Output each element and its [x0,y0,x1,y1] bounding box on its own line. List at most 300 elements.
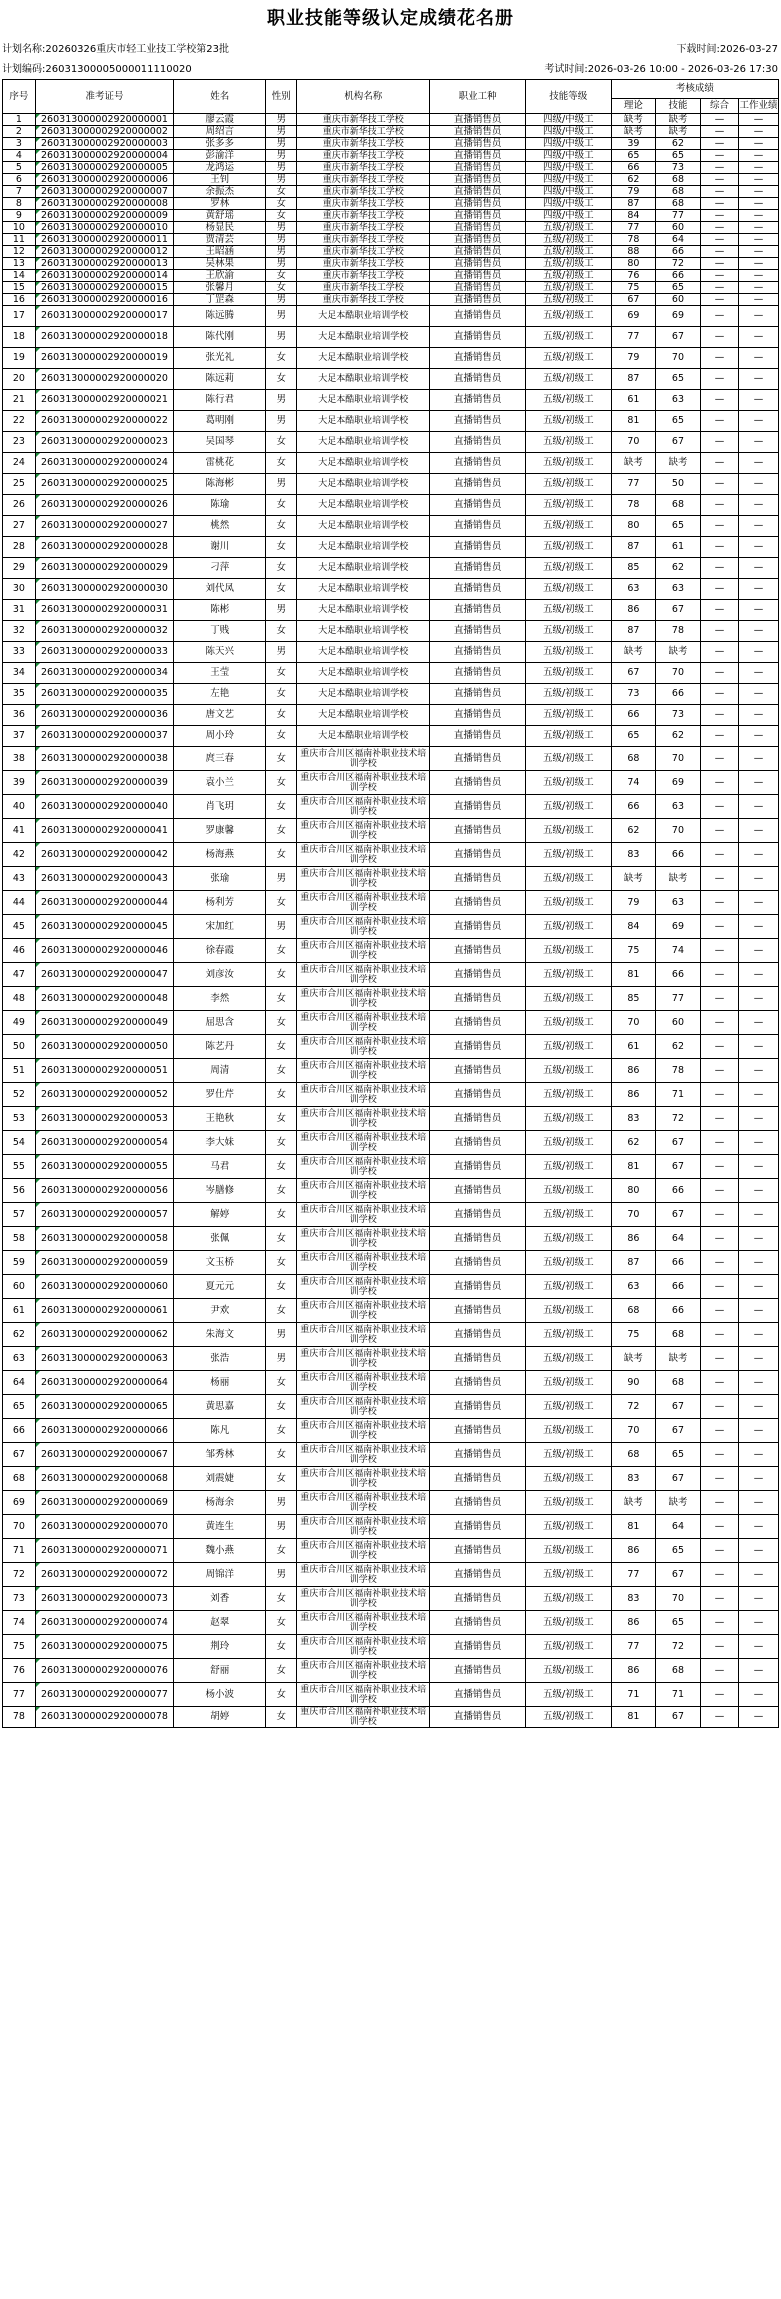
performance-score: — [738,138,778,150]
table-row [3,1323,779,1347]
theory-score: 62 [611,819,655,843]
student-name: 张馨月 [174,282,266,294]
occupation: 直播销售员 [430,348,525,369]
occupation: 直播销售员 [430,705,525,726]
student-name: 左艳 [174,684,266,705]
gender: 男 [266,258,297,270]
overall-score: — [701,663,739,684]
institution-name: 重庆市新华技工学校 [297,126,430,138]
institution-name: 大足本酷职业培训学校 [297,306,430,327]
skill-score: 缺考 [655,114,700,126]
theory-score: 79 [611,348,655,369]
ticket-number: 260313000002920000055 [35,1155,173,1179]
performance-score: — [738,411,778,432]
row-number: 42 [3,843,36,867]
skill-level: 五级/初级工 [525,642,611,663]
institution-name: 重庆市合川区福南补职业技术培训学校 [297,1011,430,1035]
gender: 男 [266,915,297,939]
row-number: 2 [3,126,36,138]
ticket-number: 260313000002920000019 [35,348,173,369]
institution-name: 重庆市新华技工学校 [297,210,430,222]
occupation: 直播销售员 [430,246,525,258]
institution-name: 重庆市合川区福南补职业技术培训学校 [297,1299,430,1323]
performance-score: — [738,306,778,327]
institution-name: 重庆市合川区福南补职业技术培训学校 [297,1275,430,1299]
table-row [3,705,779,726]
skill-level: 五级/初级工 [525,1179,611,1203]
table-row [3,270,779,282]
ticket-number: 260313000002920000002 [35,126,173,138]
gender: 男 [266,138,297,150]
institution-name: 重庆市合川区福南补职业技术培训学校 [297,1323,430,1347]
skill-level: 五级/初级工 [525,891,611,915]
performance-score: — [738,987,778,1011]
table-row [3,150,779,162]
overall-score: — [701,987,739,1011]
student-name: 陈远莉 [174,369,266,390]
occupation: 直播销售员 [430,1491,525,1515]
gender: 女 [266,1155,297,1179]
student-name: 朱海文 [174,1323,266,1347]
table-row [3,1467,779,1491]
ticket-number: 260313000002920000072 [35,1563,173,1587]
gender: 女 [266,843,297,867]
header-performance: 工作业绩 [738,99,778,114]
student-name: 张浩 [174,1347,266,1371]
table-row [3,1179,779,1203]
table-row [3,162,779,174]
skill-score: 67 [655,327,700,348]
ticket-number: 260313000002920000069 [35,1491,173,1515]
skill-score: 69 [655,306,700,327]
institution-name: 重庆市合川区福南补职业技术培训学校 [297,1443,430,1467]
skill-level: 五级/初级工 [525,1203,611,1227]
row-number: 10 [3,222,36,234]
gender: 女 [266,1611,297,1635]
ticket-number: 260313000002920000051 [35,1059,173,1083]
theory-score: 缺考 [611,114,655,126]
skill-score: 64 [655,234,700,246]
theory-score: 77 [611,474,655,495]
theory-score: 77 [611,222,655,234]
row-number: 73 [3,1587,36,1611]
gender: 男 [266,600,297,621]
row-number: 43 [3,867,36,891]
skill-score: 63 [655,795,700,819]
occupation: 直播销售员 [430,1563,525,1587]
row-number: 49 [3,1011,36,1035]
institution-name: 重庆市新华技工学校 [297,282,430,294]
occupation: 直播销售员 [430,1083,525,1107]
ticket-number: 260313000002920000024 [35,453,173,474]
institution-name: 重庆市合川区福南补职业技术培训学校 [297,1131,430,1155]
institution-name: 重庆市新华技工学校 [297,150,430,162]
skill-level: 五级/初级工 [525,747,611,771]
theory-score: 86 [611,1227,655,1251]
theory-score: 78 [611,234,655,246]
overall-score: — [701,1179,739,1203]
occupation: 直播销售员 [430,453,525,474]
row-number: 22 [3,411,36,432]
gender: 女 [266,771,297,795]
skill-score: 78 [655,621,700,642]
theory-score: 87 [611,621,655,642]
plan-name-label: 计划名称: [2,44,46,55]
occupation: 直播销售员 [430,258,525,270]
overall-score: — [701,210,739,222]
ticket-number: 260313000002920000075 [35,1635,173,1659]
skill-level: 五级/初级工 [525,294,611,306]
skill-level: 五级/初级工 [525,1659,611,1683]
row-number: 56 [3,1179,36,1203]
theory-score: 68 [611,1443,655,1467]
skill-level: 五级/初级工 [525,1155,611,1179]
skill-score: 缺考 [655,642,700,663]
ticket-number: 260313000002920000052 [35,1083,173,1107]
student-name: 余振杰 [174,186,266,198]
skill-level: 五级/初级工 [525,771,611,795]
gender: 女 [266,1227,297,1251]
gender: 女 [266,1467,297,1491]
performance-score: — [738,915,778,939]
skill-level: 五级/初级工 [525,1275,611,1299]
performance-score: — [738,234,778,246]
overall-score: — [701,1203,739,1227]
student-name: 杨小波 [174,1683,266,1707]
ticket-number: 260313000002920000028 [35,537,173,558]
ticket-number: 260313000002920000060 [35,1275,173,1299]
theory-score: 86 [611,1059,655,1083]
occupation: 直播销售员 [430,1659,525,1683]
performance-score: — [738,1707,778,1728]
skill-score: 50 [655,474,700,495]
overall-score: — [701,1443,739,1467]
skill-level: 四级/中级工 [525,138,611,150]
ticket-number: 260313000002920000005 [35,162,173,174]
table-row [3,642,779,663]
ticket-number: 260313000002920000014 [35,270,173,282]
table-row [3,282,779,294]
overall-score: — [701,411,739,432]
institution-name: 重庆市新华技工学校 [297,234,430,246]
performance-score: — [738,726,778,747]
occupation: 直播销售员 [430,1419,525,1443]
institution-name: 重庆市新华技工学校 [297,258,430,270]
student-name: 吴林果 [174,258,266,270]
overall-score: — [701,600,739,621]
table-row [3,126,779,138]
skill-level: 五级/初级工 [525,258,611,270]
ticket-number: 260313000002920000013 [35,258,173,270]
skill-score: 65 [655,516,700,537]
skill-score: 78 [655,1059,700,1083]
overall-score: — [701,891,739,915]
table-row [3,1395,779,1419]
page-title: 职业技能等级认定成绩花名册 [267,8,514,29]
ticket-number: 260313000002920000034 [35,663,173,684]
occupation: 直播销售员 [430,222,525,234]
gender: 女 [266,1107,297,1131]
row-number: 16 [3,294,36,306]
performance-score: — [738,963,778,987]
gender: 女 [266,1131,297,1155]
overall-score: — [701,1227,739,1251]
table-row [3,222,779,234]
student-name: 庹三春 [174,747,266,771]
performance-score: — [738,453,778,474]
skill-level: 五级/初级工 [525,327,611,348]
institution-name: 重庆市合川区福南补职业技术培训学校 [297,1083,430,1107]
student-name: 夏元元 [174,1275,266,1299]
ticket-number: 260313000002920000061 [35,1299,173,1323]
theory-score: 80 [611,258,655,270]
theory-score: 75 [611,1323,655,1347]
overall-score: — [701,1083,739,1107]
ticket-number: 260313000002920000070 [35,1515,173,1539]
theory-score: 86 [611,1539,655,1563]
student-name: 魏小燕 [174,1539,266,1563]
skill-score: 66 [655,1275,700,1299]
institution-name: 重庆市合川区福南补职业技术培训学校 [297,795,430,819]
student-name: 龙鸿运 [174,162,266,174]
ticket-number: 260313000002920000074 [35,1611,173,1635]
header-institution: 机构名称 [297,80,430,114]
overall-score: — [701,369,739,390]
occupation: 直播销售员 [430,795,525,819]
skill-score: 71 [655,1083,700,1107]
institution-name: 重庆市合川区福南补职业技术培训学校 [297,1635,430,1659]
performance-score: — [738,843,778,867]
gender: 男 [266,150,297,162]
ticket-number: 260313000002920000006 [35,174,173,186]
theory-score: 63 [611,1275,655,1299]
theory-score: 70 [611,1419,655,1443]
table-row [3,306,779,327]
performance-score: — [738,747,778,771]
overall-score: — [701,1707,739,1728]
skill-level: 四级/中级工 [525,210,611,222]
student-name: 屈思含 [174,1011,266,1035]
skill-level: 四级/中级工 [525,186,611,198]
institution-name: 大足本酷职业培训学校 [297,474,430,495]
overall-score: — [701,495,739,516]
skill-level: 五级/初级工 [525,1491,611,1515]
skill-score: 77 [655,210,700,222]
table-row [3,432,779,453]
skill-score: 缺考 [655,1347,700,1371]
gender: 女 [266,198,297,210]
table-row [3,1611,779,1635]
ticket-number: 260313000002920000035 [35,684,173,705]
gender: 女 [266,369,297,390]
theory-score: 缺考 [611,1347,655,1371]
institution-name: 大足本酷职业培训学校 [297,369,430,390]
performance-score: — [738,294,778,306]
occupation: 直播销售员 [430,1395,525,1419]
gender: 男 [266,642,297,663]
skill-score: 62 [655,726,700,747]
ticket-number: 260313000002920000054 [35,1131,173,1155]
row-number: 71 [3,1539,36,1563]
occupation: 直播销售员 [430,1155,525,1179]
row-number: 5 [3,162,36,174]
overall-score: — [701,222,739,234]
row-number: 33 [3,642,36,663]
gender: 男 [266,162,297,174]
performance-score: — [738,819,778,843]
row-number: 68 [3,1467,36,1491]
student-name: 陈凡 [174,1419,266,1443]
theory-score: 缺考 [611,453,655,474]
student-name: 张多多 [174,138,266,150]
performance-score: — [738,1323,778,1347]
overall-score: — [701,1539,739,1563]
theory-score: 81 [611,1515,655,1539]
table-row [3,1083,779,1107]
overall-score: — [701,1059,739,1083]
table-row [3,138,779,150]
table-row [3,726,779,747]
occupation: 直播销售员 [430,1707,525,1728]
performance-score: — [738,1347,778,1371]
skill-level: 四级/中级工 [525,174,611,186]
table-row [3,747,779,771]
skill-score: 69 [655,915,700,939]
ticket-number: 260313000002920000008 [35,198,173,210]
institution-name: 重庆市合川区福南补职业技术培训学校 [297,843,430,867]
theory-score: 86 [611,1659,655,1683]
overall-score: — [701,1659,739,1683]
skill-level: 五级/初级工 [525,1563,611,1587]
skill-score: 68 [655,1659,700,1683]
skill-level: 五级/初级工 [525,432,611,453]
occupation: 直播销售员 [430,1107,525,1131]
ticket-number: 260313000002920000065 [35,1395,173,1419]
gender: 女 [266,516,297,537]
occupation: 直播销售员 [430,1179,525,1203]
institution-name: 重庆市合川区福南补职业技术培训学校 [297,915,430,939]
occupation: 直播销售员 [430,1059,525,1083]
overall-score: — [701,537,739,558]
table-row [3,369,779,390]
table-row [3,495,779,516]
overall-score: — [701,1011,739,1035]
row-number: 45 [3,915,36,939]
ticket-number: 260313000002920000039 [35,771,173,795]
performance-score: — [738,1035,778,1059]
row-number: 70 [3,1515,36,1539]
theory-score: 87 [611,1251,655,1275]
gender: 男 [266,1515,297,1539]
theory-score: 87 [611,198,655,210]
ticket-number: 260313000002920000023 [35,432,173,453]
occupation: 直播销售员 [430,474,525,495]
student-name: 赵翠 [174,1611,266,1635]
student-name: 王昭涵 [174,246,266,258]
ticket-number: 260313000002920000017 [35,306,173,327]
performance-score: — [738,939,778,963]
institution-name: 重庆市新华技工学校 [297,174,430,186]
ticket-number: 260313000002920000066 [35,1419,173,1443]
skill-score: 67 [655,1467,700,1491]
table-row [3,1107,779,1131]
theory-score: 79 [611,186,655,198]
performance-score: — [738,600,778,621]
performance-score: — [738,795,778,819]
gender: 男 [266,114,297,126]
skill-score: 73 [655,705,700,726]
institution-name: 大足本酷职业培训学校 [297,327,430,348]
institution-name: 大足本酷职业培训学校 [297,642,430,663]
occupation: 直播销售员 [430,294,525,306]
overall-score: — [701,1395,739,1419]
skill-level: 五级/初级工 [525,1035,611,1059]
performance-score: — [738,684,778,705]
occupation: 直播销售员 [430,432,525,453]
overall-score: — [701,726,739,747]
table-row [3,294,779,306]
table-row [3,474,779,495]
institution-name: 大足本酷职业培训学校 [297,516,430,537]
theory-score: 78 [611,495,655,516]
overall-score: — [701,705,739,726]
student-name: 张瑜 [174,867,266,891]
overall-score: — [701,684,739,705]
row-number: 65 [3,1395,36,1419]
performance-score: — [738,579,778,600]
institution-name: 重庆市新华技工学校 [297,222,430,234]
overall-score: — [701,1563,739,1587]
skill-score: 65 [655,1443,700,1467]
skill-level: 五级/初级工 [525,453,611,474]
performance-score: — [738,162,778,174]
student-name: 文玉桥 [174,1251,266,1275]
ticket-number: 260313000002920000063 [35,1347,173,1371]
gender: 女 [266,579,297,600]
gender: 男 [266,174,297,186]
overall-score: — [701,126,739,138]
occupation: 直播销售员 [430,1371,525,1395]
header-ticket: 准考证号 [35,80,173,114]
table-row [3,114,779,126]
ticket-number: 260313000002920000076 [35,1659,173,1683]
theory-score: 85 [611,987,655,1011]
occupation: 直播销售员 [430,579,525,600]
performance-score: — [738,126,778,138]
gender: 女 [266,726,297,747]
ticket-number: 260313000002920000078 [35,1707,173,1728]
theory-score: 70 [611,1203,655,1227]
theory-score: 77 [611,1635,655,1659]
occupation: 直播销售员 [430,369,525,390]
skill-level: 五级/初级工 [525,1467,611,1491]
row-number: 39 [3,771,36,795]
institution-name: 大足本酷职业培训学校 [297,537,430,558]
skill-level: 五级/初级工 [525,222,611,234]
ticket-number: 260313000002920000045 [35,915,173,939]
row-number: 61 [3,1299,36,1323]
institution-name: 重庆市合川区福南补职业技术培训学校 [297,1683,430,1707]
gender: 男 [266,867,297,891]
skill-score: 缺考 [655,453,700,474]
ticket-number: 260313000002920000003 [35,138,173,150]
theory-score: 70 [611,432,655,453]
institution-name: 重庆市新华技工学校 [297,162,430,174]
table-row [3,411,779,432]
performance-score: — [738,621,778,642]
skill-level: 五级/初级工 [525,246,611,258]
table-row [3,987,779,1011]
